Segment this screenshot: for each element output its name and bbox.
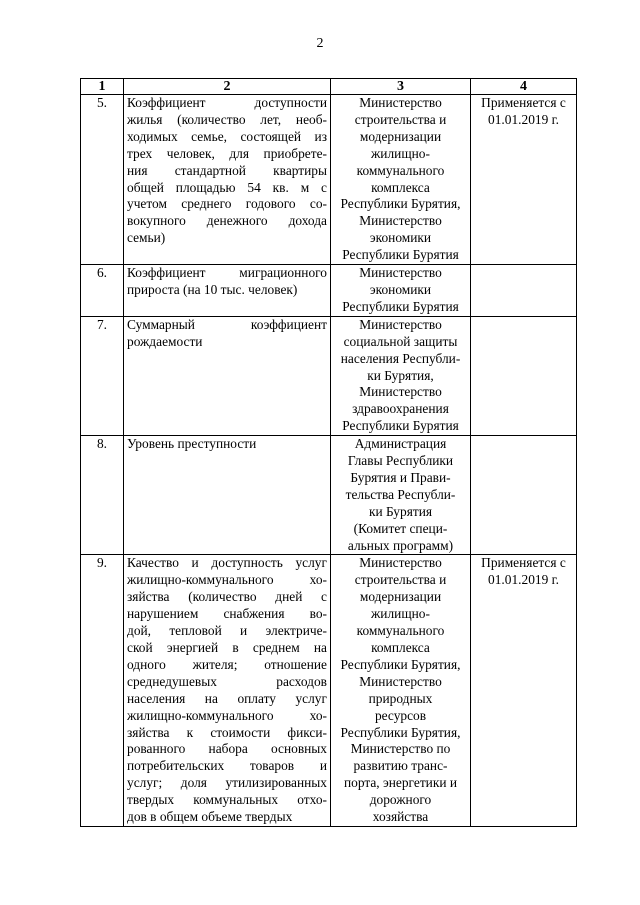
indicator-name-line: одного жителя; отношение — [127, 656, 327, 672]
indicator-name-line: Коэффициент миграционного — [127, 265, 327, 281]
indicator-name — [124, 555, 331, 827]
responsible-body-line: коммунального — [356, 162, 445, 178]
indicator-name-line: рованного набора основных — [127, 741, 327, 757]
responsible-body-line: Республики Бурятия, — [340, 196, 461, 212]
indicator-name-line: дов в общем объеме твердых — [127, 809, 293, 825]
table-row — [81, 555, 577, 827]
column-header-1: 1 — [81, 79, 124, 95]
responsible-body-line: Бурятия и Прави- — [350, 469, 451, 485]
responsible-body — [331, 555, 471, 827]
table-row — [81, 436, 577, 555]
responsible-body-line: Республики Бурятия, — [340, 724, 461, 740]
indicator-name-line: жилищно-коммунального хо- — [127, 572, 327, 588]
table-body — [81, 95, 577, 827]
indicator-name-line: услуг; доля утилизированных — [127, 775, 327, 791]
responsible-body-line: модернизации — [359, 589, 442, 605]
indicator-name-line: нарушением снабжения во- — [127, 606, 327, 622]
column-header-4: 4 — [471, 79, 577, 95]
responsible-body-line: Министерство по — [350, 741, 451, 757]
responsible-body-line: Республики Бурятия, — [340, 656, 461, 672]
indicator-name — [124, 95, 331, 265]
application-note-line: 01.01.2019 г. — [488, 111, 559, 127]
responsible-body-line: порта, энергетики и — [343, 775, 458, 791]
indicator-name-line: дой, тепловой и электриче- — [127, 623, 327, 639]
responsible-body-line: строительства и — [354, 111, 447, 127]
responsible-body-line: жилищно- — [371, 145, 430, 161]
responsible-body-line: социальной защиты — [343, 333, 458, 349]
column-header-3: 3 — [331, 79, 471, 95]
indicator-name-line: Качество и доступность услуг — [127, 555, 327, 571]
responsible-body-line: дорожного — [369, 792, 432, 808]
application-note — [471, 436, 577, 555]
indicator-name-line: Уровень преступности — [127, 436, 257, 452]
indicator-name-line: семьи) — [127, 230, 166, 246]
indicator-name-line: общей площадью 54 кв. м с — [127, 179, 327, 195]
responsible-body-line: Министерство — [359, 265, 442, 281]
responsible-body-line: хозяйства — [372, 809, 429, 825]
indicator-name-line: вокупного денежного дохода — [127, 213, 327, 229]
responsible-body-line: тельства Республи- — [345, 486, 456, 502]
indicator-name-line: рождаемости — [127, 333, 203, 349]
responsible-body-line: населения Республи- — [340, 350, 461, 366]
responsible-body-line: модернизации — [359, 128, 442, 144]
indicator-name-line: населения на оплату услуг — [127, 690, 327, 706]
indicator-name-line: зяйства к стоимости фикси- — [127, 724, 327, 740]
responsible-body — [331, 95, 471, 265]
responsible-body-line: Администрация — [354, 436, 447, 452]
row-number: 6. — [81, 265, 124, 317]
indicator-name-line: трех человек, для приобрете- — [127, 145, 327, 161]
indicator-name-line: потребительских товаров и — [127, 758, 327, 774]
responsible-body-line: жилищно- — [371, 606, 430, 622]
indicator-name-line: жилья (количество лет, необ- — [127, 111, 327, 127]
indicator-name — [124, 265, 331, 317]
responsible-body-line: строительства и — [354, 572, 447, 588]
row-number: 7. — [81, 316, 124, 435]
table-row — [81, 95, 577, 265]
row-number: 5. — [81, 95, 124, 265]
table-row — [81, 316, 577, 435]
responsible-body-line: ки Бурятия, — [367, 367, 434, 383]
indicator-name-line: твердых коммунальных отхо- — [127, 792, 327, 808]
responsible-body-line: природных — [368, 690, 433, 706]
responsible-body-line: Республики Бурятия — [342, 418, 459, 434]
responsible-body-line: Министерство — [359, 213, 442, 229]
responsible-body-line: экономики — [369, 281, 432, 297]
responsible-body-line: коммунального — [356, 623, 445, 639]
row-number: 8. — [81, 436, 124, 555]
indicator-name-line: учетом среднего годового со- — [127, 196, 327, 212]
indicator-name-line: жилищно-коммунального хо- — [127, 707, 327, 723]
indicators-table — [80, 78, 577, 827]
application-note — [471, 265, 577, 317]
row-number: 9. — [81, 555, 124, 827]
responsible-body-line: здравоохранения — [352, 401, 449, 417]
page-number: 2 — [316, 36, 324, 51]
indicator-name — [124, 436, 331, 555]
table-header-row — [81, 79, 577, 95]
responsible-body — [331, 436, 471, 555]
responsible-body-line: комплекса — [371, 179, 430, 195]
application-note-line: 01.01.2019 г. — [488, 572, 559, 588]
responsible-body-line: Министерство — [359, 555, 442, 571]
responsible-body-line: Главы Республики — [347, 453, 454, 469]
indicator-name-line: ния стандартной квартиры — [127, 162, 327, 178]
indicator-name-line: Коэффициент доступности — [127, 95, 327, 110]
responsible-body-line: Министерство — [359, 384, 442, 400]
responsible-body-line: комплекса — [371, 640, 430, 655]
responsible-body-line: Республики Бурятия — [342, 298, 459, 314]
responsible-body-line: Министерство — [359, 95, 442, 110]
responsible-body-line: развитию транс- — [353, 758, 448, 774]
responsible-body-line: ресурсов — [374, 707, 427, 723]
responsible-body-line: альных программ) — [347, 537, 454, 553]
indicator-name — [124, 316, 331, 435]
responsible-body — [331, 265, 471, 317]
responsible-body-line: Республики Бурятия — [342, 247, 459, 263]
column-header-2: 2 — [124, 79, 331, 95]
indicator-name-line: зяйства (количество дней с — [127, 589, 327, 605]
indicator-name-line: прироста (на 10 тыс. человек) — [127, 281, 298, 297]
responsible-body-line: экономики — [369, 230, 432, 246]
responsible-body-line: (Комитет специ- — [353, 520, 448, 536]
responsible-body-line: ки Бурятия — [368, 503, 433, 519]
application-note — [471, 95, 577, 265]
application-note — [471, 555, 577, 827]
indicator-name-line: ской энергией в среднем на — [127, 640, 327, 655]
indicator-name-line: Суммарный коэффициент — [127, 316, 327, 332]
responsible-body-line: Министерство — [359, 316, 442, 332]
indicator-name-line: ходимых семье, состоящей из — [127, 128, 327, 144]
responsible-body-line: Министерство — [359, 673, 442, 689]
table-row — [81, 265, 577, 317]
responsible-body — [331, 316, 471, 435]
indicator-name-line: среднедушевых расходов — [127, 673, 327, 689]
application-note-line: Применяется с — [481, 95, 566, 110]
application-note-line: Применяется с — [481, 555, 566, 571]
application-note — [471, 316, 577, 435]
